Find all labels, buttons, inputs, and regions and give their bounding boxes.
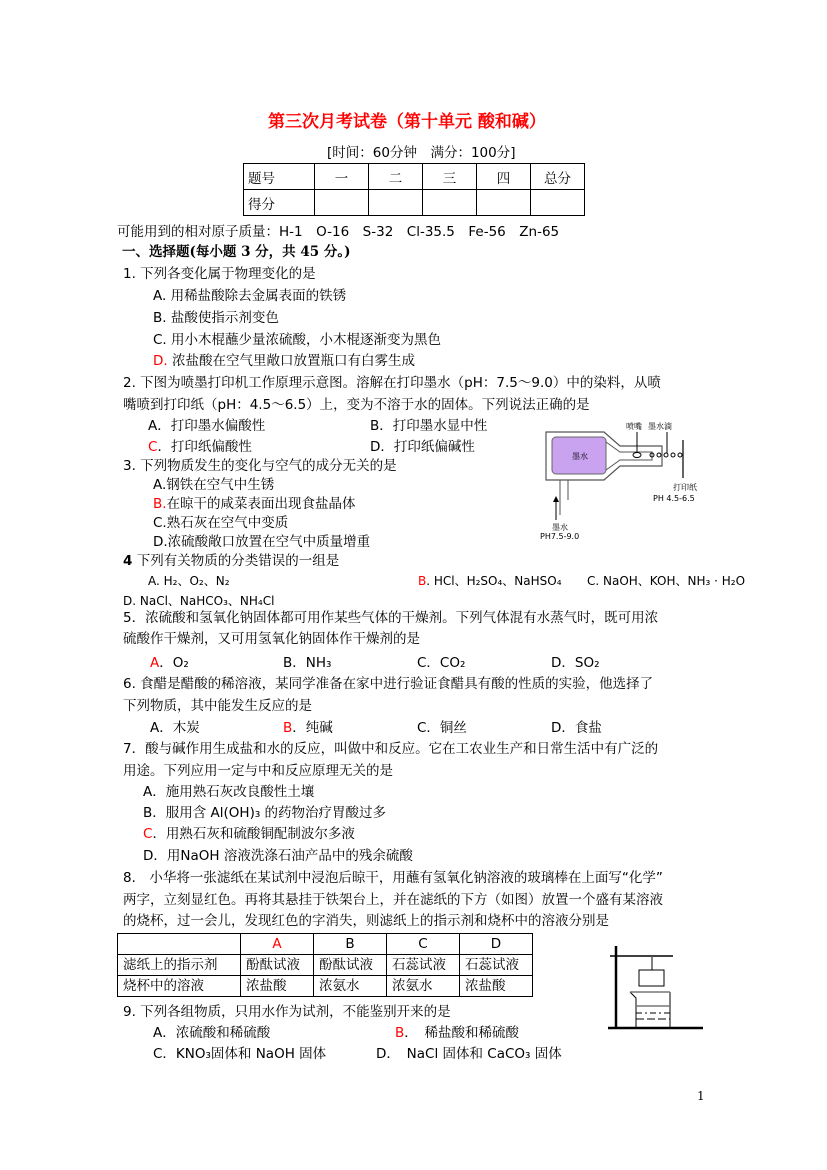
q8-table-header xyxy=(118,934,241,955)
answer-letter: C xyxy=(148,439,158,455)
score-table-header: 四 xyxy=(477,164,531,190)
score-cell[interactable] xyxy=(531,190,585,216)
ink-drop-icon xyxy=(671,453,675,457)
q5-option-a xyxy=(150,654,189,672)
q8-table-header: D xyxy=(460,934,533,955)
q8-stem-line3: 的烧杯，过一会儿，发现红色的字消失，则滤纸上的指示剂和烧杯中的溶液分别是 xyxy=(123,913,609,929)
q2-option-a: A．打印墨水偏酸性 xyxy=(148,418,266,434)
q1-option-a: A. 用稀盐酸除去金属表面的铁锈 xyxy=(153,288,347,304)
score-cell[interactable] xyxy=(477,190,531,216)
beaker xyxy=(630,992,670,1028)
q6-stem-line1: 6. 食醋是醋酸的稀溶液，某同学准备在家中进行验证食醋具有酸的性质的实验，他选择了 xyxy=(123,676,654,692)
atomic-masses: 可能用到的相对原子质量：H-1 O-16 S-32 Cl-35.5 Fe-56 Zn-65 xyxy=(117,224,560,240)
q5-stem-line1: 5．浓硫酸和氢氧化钠固体都可用作某些气体的干燥剂。下列气体混有水蒸气时，既可用浓 xyxy=(123,610,659,626)
answer-letter: A xyxy=(150,655,160,671)
answer-letter: B xyxy=(395,1025,405,1041)
section-heading: 一、选择题(每小题 3 分，共 45 分。) xyxy=(122,244,351,260)
paper-ph-label: PH 4.5-6.5 xyxy=(653,494,695,503)
option-text: ． 稀盐酸和稀硫酸 xyxy=(404,1025,520,1041)
q5-option-d: D．SO₂ xyxy=(551,655,600,671)
score-table-header: 总分 xyxy=(531,164,585,190)
filter-paper xyxy=(639,970,664,986)
q8-table-cell: 烧杯中的溶液 xyxy=(118,976,241,997)
q5-stem-line2: 硫酸作干燥剂，又可用氢氧化钠固体作干燥剂的是 xyxy=(123,631,420,647)
q9-stem: 9. 下列各组物质，只用水作为试剂，不能鉴别开来的是 xyxy=(123,1004,451,1020)
score-table-header: 三 xyxy=(423,164,477,190)
q2-stem-line1: 2. 下图为喷墨打印机工作原理示意图。溶解在打印墨水（pH：7.5～9.0）中的染料，从喷 xyxy=(123,375,661,391)
q6-option-d: D．食盐 xyxy=(551,720,602,736)
q8-table-cell: 浓盐酸 xyxy=(460,976,533,997)
page-number: 1 xyxy=(697,1089,705,1103)
ink-drop-icon xyxy=(657,453,661,457)
q9-option-b xyxy=(395,1024,519,1042)
score-cell[interactable] xyxy=(315,190,369,216)
ink-drop-icon xyxy=(664,453,668,457)
option-text: ．纯碱 xyxy=(292,720,333,736)
q2-stem-line2: 嘴喷到打印纸（pH：4.5～6.5）上，变为不溶于水的固体。下列说法正确的是 xyxy=(123,397,590,413)
q8-table-cell: 浓氨水 xyxy=(314,976,387,997)
iron-stand-beaker-diagram xyxy=(608,942,703,1032)
q8-table-cell: 浓盐酸 xyxy=(241,976,314,997)
q6-option-a: A．木炭 xyxy=(150,720,200,736)
q8-stem-line2: 两字，立刻显红色。再将其悬挂于铁架台上，并在滤纸的下方（如图）放置一个盛有某溶液 xyxy=(123,892,663,908)
q8-table-cell: 浓氨水 xyxy=(387,976,460,997)
q7-stem-line1: 7．酸与碱作用生成盐和水的反应，叫做中和反应。它在工农业生产和日常生活中有广泛的 xyxy=(123,741,659,757)
ink-ph-label: PH7.5-9.0 xyxy=(540,532,580,540)
q9-option-a: A．浓硫酸和稀硫酸 xyxy=(153,1025,271,1041)
q3-stem: 3. 下列物质发生的变化与空气的成分无关的是 xyxy=(123,458,397,474)
answer-letter: C xyxy=(143,826,153,842)
q8-table-cell: 滤纸上的指示剂 xyxy=(118,955,241,976)
q7-option-c xyxy=(143,825,355,843)
option-text: 在晾干的咸菜表面出现食盐晶体 xyxy=(166,496,356,512)
q4-option-d: D. NaCl、NaHCO₃、NH₄Cl xyxy=(123,594,275,608)
score-table-header: 题号 xyxy=(244,164,315,190)
answer-letter: D. xyxy=(153,353,168,369)
q3-option-d: D.浓硫酸敞口放置在空气中质量增重 xyxy=(153,534,371,550)
q8-table-cell: 酚酞试液 xyxy=(241,955,314,976)
q6-stem-line2: 下列物质，其中能发生反应的是 xyxy=(123,698,312,714)
nozzle-label: 喷嘴 xyxy=(626,422,642,431)
q8-table-header: B xyxy=(314,934,387,955)
q4-option-c: C. NaOH、KOH、NH₃ · H₂O xyxy=(587,574,746,588)
answer-letter: B xyxy=(418,574,427,588)
q8-table-row xyxy=(118,955,533,976)
q9-option-c: C．KNO₃固体和 NaOH 固体 xyxy=(153,1046,327,1062)
q8-table-header: C xyxy=(387,934,460,955)
q8-stem-line1: 8． 小华将一张滤纸在某试剂中浸泡后晾干，用蘸有氢氧化钠溶液的玻璃棒在上面写“化学” xyxy=(123,870,663,886)
stem-text: 下列有关物质的分类错误的一组是 xyxy=(132,553,340,569)
q2-option-c xyxy=(148,438,252,456)
score-cell[interactable] xyxy=(369,190,423,216)
paper-label: 打印纸 xyxy=(673,483,697,492)
answer-letter: B. xyxy=(153,496,167,512)
question-number: 4 xyxy=(123,553,133,569)
page-title: 第三次月考试卷（第十单元 酸和碱） xyxy=(268,112,546,132)
q1-stem: 1. 下列各变化属于物理变化的是 xyxy=(123,266,316,282)
q1-option-b: B. 盐酸使指示剂变色 xyxy=(153,310,279,326)
q5-option-b: B．NH₃ xyxy=(283,655,332,671)
q8-table-cell: 石蕊试液 xyxy=(460,955,533,976)
q2-option-d: D．打印纸偏碱性 xyxy=(370,439,475,455)
q5-option-c: C．CO₂ xyxy=(417,655,466,671)
nozzle-icon xyxy=(633,453,641,458)
ink-label: 墨水 xyxy=(572,452,588,461)
q4-stem xyxy=(123,552,339,570)
q7-stem-line2: 用途。下列应用一定与中和反应原理无关的是 xyxy=(123,763,393,779)
ink-inlet-label: 墨水 xyxy=(552,523,568,532)
exam-time-info: [时间：60分钟 满分：100分] xyxy=(327,145,516,161)
score-cell[interactable] xyxy=(423,190,477,216)
q8-table-header-row xyxy=(118,934,533,955)
score-table-header-row xyxy=(244,164,585,190)
score-row-label: 得分 xyxy=(244,190,315,216)
q4-option-b xyxy=(418,572,562,590)
inkjet-printer-diagram xyxy=(540,420,720,540)
q1-option-c: C. 用小木棍蘸少量浓硫酸，小木棍逐渐变为黑色 xyxy=(153,332,442,348)
q6-option-c: C．铜丝 xyxy=(417,720,467,736)
q9-option-d: D． NaCl 固体和 CaCO₃ 固体 xyxy=(376,1046,562,1062)
q6-option-b xyxy=(283,719,333,737)
answer-letter: B xyxy=(283,720,293,736)
score-table-header: 二 xyxy=(369,164,423,190)
score-table xyxy=(243,163,585,216)
arrow-head-icon xyxy=(553,496,559,502)
option-text: 浓盐酸在空气里敞口放置瓶口有白雾生成 xyxy=(167,353,415,369)
q3-option-b xyxy=(153,495,356,513)
q8-table-cell: 酚酞试液 xyxy=(314,955,387,976)
q3-option-c: C.熟石灰在空气中变质 xyxy=(153,515,289,531)
q7-option-b: B．服用含 Al(OH)₃ 的药物治疗胃酸过多 xyxy=(143,805,387,821)
q1-option-d xyxy=(153,352,415,370)
q3-option-a: A.钢铁在空气中生锈 xyxy=(153,477,275,493)
option-text: ．用熟石灰和硫酸铜配制波尔多液 xyxy=(152,826,355,842)
q8-options-table xyxy=(117,933,533,997)
q8-table-header-answer: A xyxy=(241,934,314,955)
q8-table-row xyxy=(118,976,533,997)
score-table-row xyxy=(244,190,585,216)
ink-drop-label: 墨水滴 xyxy=(648,422,672,431)
ink-drop-icon xyxy=(678,453,682,457)
q2-option-b: B．打印墨水显中性 xyxy=(370,418,488,434)
q4-option-a: A. H₂、O₂、N₂ xyxy=(148,574,230,588)
option-text: ．O₂ xyxy=(159,655,189,671)
q7-option-a: A．施用熟石灰改良酸性土壤 xyxy=(143,784,315,800)
q7-option-d: D．用NaOH 溶液洗涤石油产品中的残余硫酸 xyxy=(143,848,413,864)
option-text: ．打印纸偏酸性 xyxy=(157,439,252,455)
score-table-header: 一 xyxy=(315,164,369,190)
option-text: . HCl、H₂SO₄、NaHSO₄ xyxy=(426,574,562,588)
q8-table-cell: 石蕊试液 xyxy=(387,955,460,976)
